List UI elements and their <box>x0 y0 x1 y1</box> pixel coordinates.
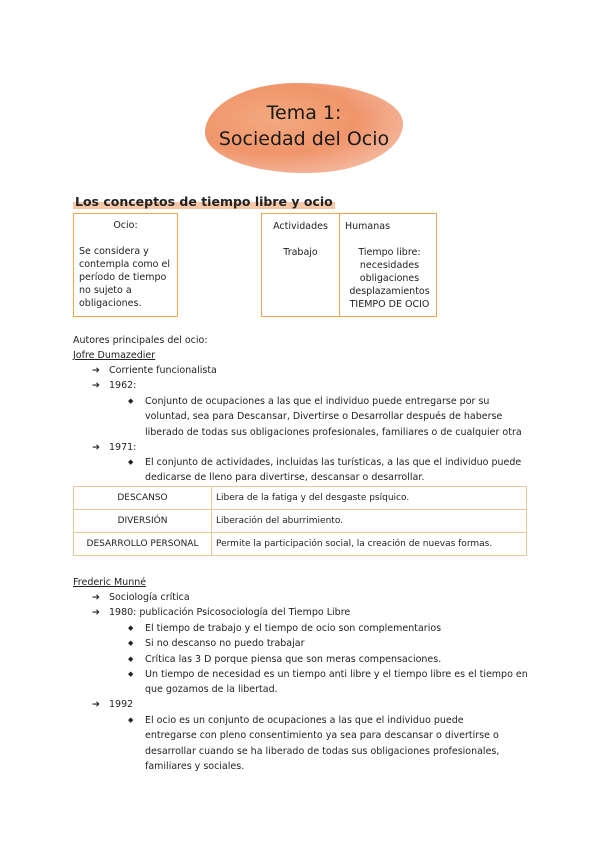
diamond-bullet-icon: ◆ <box>128 639 134 647</box>
diamond-bullet-icon: ◆ <box>128 458 134 466</box>
list-item: ➔ 1980: publicación Psicosociología del Tiempo Libre <box>92 607 351 618</box>
list-item: ◆ Crítica las 3 D porque piensa que son meras compensaciones. <box>128 652 528 667</box>
arrow-right-icon: ➔ <box>92 699 100 710</box>
author-munne: Frederic Munné <box>73 577 147 588</box>
activities-col-1-heading: Actividades <box>273 221 328 232</box>
ocio-box-body: Se considera y contempla como el período de tiempo no sujeto a obligaciones. <box>79 246 170 309</box>
list-item: ◆ El conjunto de actividades, incluidas las turísticas, a las que el individuo puede dedicarse de lleno para divertirse, descansar o desarrollar. <box>128 457 522 484</box>
list-item: ◆ Si no descanso no puedo trabajar <box>128 636 528 651</box>
three-d-table <box>73 486 527 556</box>
activities-col-2-line: TIEMPO DE OCIO <box>349 299 430 310</box>
list-item: ◆ El tiempo de trabajo y el tiempo de ocio son complementarios <box>128 621 528 636</box>
table-cell-term: DIVERSIÓN <box>74 510 212 533</box>
arrow-right-icon: ➔ <box>92 365 100 376</box>
activities-col-2-line: obligaciones <box>359 273 420 284</box>
diamond-bullet-icon: ◆ <box>128 655 134 663</box>
diamond-bullet-icon: ◆ <box>128 624 134 632</box>
list-item: ➔ 1962: <box>92 380 137 391</box>
activities-col-1-item: Trabajo <box>283 247 318 258</box>
ocio-box-heading: Ocio: <box>113 220 138 231</box>
arrow-right-icon: ➔ <box>92 592 100 603</box>
table-cell-term: DESARROLLO PERSONAL <box>74 533 212 556</box>
list-item: ➔ 1971: <box>92 442 137 453</box>
list-item: ➔ Corriente funcionalista <box>92 365 217 376</box>
arrow-right-icon: ➔ <box>92 442 100 453</box>
list-item: ◆ Conjunto de ocupaciones a las que el individuo puede entregarse por su voluntad, sea para Descansar, Divertirse o Desarrollar después de haberse liberado de todas sus obligaciones profesionales, familiares o de cualquier otra <box>128 396 522 438</box>
table-row <box>74 487 527 510</box>
arrow-right-icon: ➔ <box>92 607 100 618</box>
diamond-bullet-icon: ◆ <box>128 716 134 724</box>
activities-col-1 <box>262 220 339 259</box>
diamond-bullet-icon: ◆ <box>128 670 134 678</box>
table-row <box>74 533 527 556</box>
table-cell-desc: Liberación del aburrimiento. <box>212 510 527 533</box>
activities-col-2-line: desplazamientos <box>349 286 430 297</box>
table-row <box>74 510 527 533</box>
section-heading: Los conceptos de tiempo libre y ocio <box>75 194 333 209</box>
authors-intro: Autores principales del ocio: <box>73 335 208 346</box>
table-cell-desc: Libera de la fatiga y del desgaste psíquico. <box>212 487 527 510</box>
table-cell-term: DESCANSO <box>74 487 212 510</box>
activities-col-2-line: necesidades <box>359 260 420 271</box>
title-line-1: Tema 1: <box>266 102 342 124</box>
list-item: ➔ 1992 <box>92 699 134 710</box>
list-item: ➔ Sociología crítica <box>92 592 190 603</box>
arrow-right-icon: ➔ <box>92 380 100 391</box>
table-cell-desc: Permite la participación social, la creación de nuevas formas. <box>212 533 527 556</box>
activities-divider <box>339 214 340 316</box>
author-dumazedier: Jofre Dumazedier <box>73 350 156 361</box>
diamond-bullet-icon: ◆ <box>128 397 134 405</box>
activities-box <box>261 213 437 317</box>
list-item: ◆ Un tiempo de necesidad es un tiempo anti libre y el tiempo libre es el tiempo en que gozamos de la libertad. <box>128 669 528 696</box>
title-line-2: Sociedad del Ocio <box>218 128 390 150</box>
activities-col-2 <box>341 220 438 311</box>
list-item: ◆ El ocio es un conjunto de ocupaciones a las que el individuo puede entregarse con pleno consentimiento ya sea para descansar o divertirse o desarrollar cuando se ha liberado de todas sus obligaciones profesionales, familiares y sociales. <box>128 715 500 772</box>
activities-col-2-heading: Humanas <box>345 221 391 232</box>
ocio-definition-box <box>73 213 178 317</box>
activities-col-2-line: Tiempo libre: <box>358 247 421 258</box>
page-title <box>205 100 403 152</box>
